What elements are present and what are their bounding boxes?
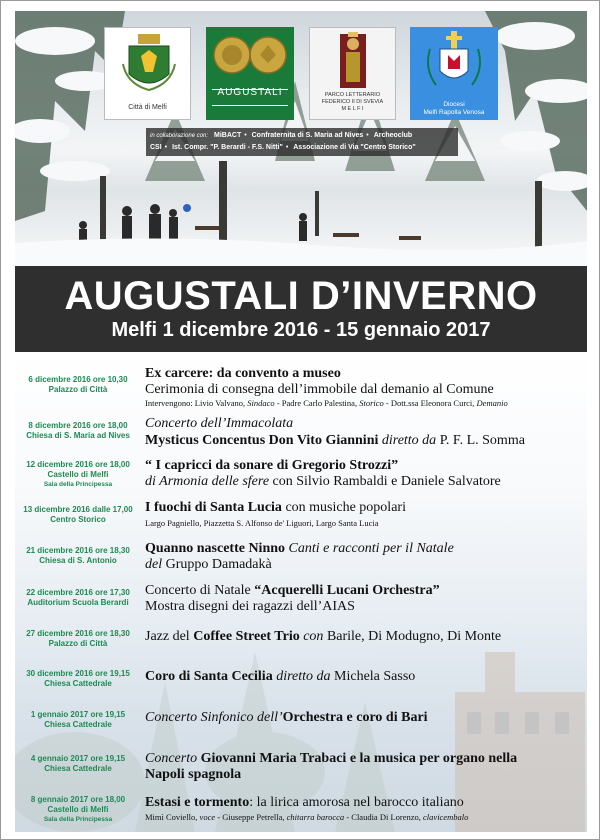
event-date: 30 dicembre 2016 ore 19,15 Chiesa Cattedrale <box>26 669 130 688</box>
event-date: 13 dicembre 2016 dalle 17,00 Centro Storico <box>23 505 133 524</box>
event-date: 27 dicembre 2016 ore 18,30 Palazzo di Città <box>26 629 130 648</box>
partner-confraternita: Confraternita di S. Maria ad Nives <box>251 132 364 139</box>
date-range-subtitle: Melfi 1 dicembre 2016 - 15 gennaio 2017 <box>111 319 491 341</box>
event-date: 21 dicembre 2016 ore 18,30 Chiesa di S. Antonio <box>26 546 130 565</box>
event-date: 8 dicembre 2016 ore 18,00 Chiesa di S. Maria ad Nives <box>26 421 130 440</box>
diocesi-label-2: Melfi Rapolla Venosa <box>423 109 485 116</box>
event-content: Concerto Sinfonico dell’Orchestra e coro di Bari <box>145 710 428 725</box>
event-content: Concerto Giovanni Maria Trabaci e la musica per organo nella Napoli spagnola <box>145 751 518 782</box>
event-content: Quanno nascette Ninno Canti e racconti per il Natale del Gruppo Damadakà <box>145 541 454 572</box>
page-title: AUGUSTALI D’INVERNO <box>64 274 538 318</box>
partner-archeoclub: Archeoclub <box>373 132 413 139</box>
event-content: Concerto di Natale “Acquerelli Lucani Orchestra” Mostra disegni dei ragazzi dell’AIAS <box>145 583 440 614</box>
melfi-label: Città di Melfi <box>128 104 167 111</box>
event-date: 12 dicembre 2016 ore 18,00 Castello di Melfi Sala della Principessa <box>26 460 130 488</box>
event-content: Estasi e tormento: la lirica amorosa nel barocco italiano Mimì Coviello, voce - Giuseppe Petrella, chitarra barocca - Claudia Di Lorenzo, clavicembalo <box>145 795 469 822</box>
event-date: 4 gennaio 2017 ore 19,15 Chiesa Cattedrale <box>30 754 126 773</box>
event-date: 6 dicembre 2016 ore 10,30 Palazzo di Città <box>28 375 128 394</box>
event-content: “ I capricci da sonare di Gregorio Strozzi” di Armonia delle sfere con Silvio Rambaldi e Daniele Salvatore <box>145 458 501 489</box>
diocesi-label-1: Diocesi <box>443 101 465 108</box>
parco-label-1: PARCO LETTERARIO <box>324 92 381 98</box>
partner-csi: CSI <box>150 144 162 151</box>
partners-intro: in collaborazione con: <box>150 133 209 139</box>
partner-associazione: Associazione di Via "Centro Storico" <box>293 144 416 151</box>
event-list <box>1 1 600 840</box>
event-date: 8 gennaio 2017 ore 18,00 Castello di Melfi Sala della Principessa <box>30 795 126 823</box>
event-date: 1 gennaio 2017 ore 19,15 Chiesa Cattedrale <box>30 710 126 729</box>
partner-mibact: MiBACT <box>214 132 242 139</box>
partner-istituto: Ist. Compr. "P. Berardi - F.S. Nitti" <box>172 144 283 151</box>
augustali-label: AUGUSTALI <box>217 87 283 98</box>
parco-label-2: FEDERICO II DI SVEVIA <box>321 99 384 105</box>
event-content: Jazz del Coffee Street Trio con Barile, Di Modugno, Di Monte <box>145 629 502 644</box>
parco-label-3: M E L F I <box>341 106 364 112</box>
event-content: I fuochi di Santa Lucia con musiche popolari Largo Pagniello, Piazzetta S. Alfonso de' Liguori, Largo Santa Lucia <box>145 500 406 528</box>
event-content: Concerto dell’Immacolata Mysticus Concentus Don Vito Giannini diretto da P. F. L. Somma <box>145 416 525 448</box>
partners-row-1: in collaborazione con: MiBACT • Confraternita di S. Maria ad Nives • Archeoclub <box>150 132 413 139</box>
event-content: Coro di Santa Cecilia diretto da Michela Sasso <box>145 669 416 684</box>
event-content: Ex carcere: da convento a museo Cerimonia di consegna dell’immobile dal demanio al Comune Intervengono: Livio Valvano, Sindaco - Padre Carlo Palestina, Storico - Dott.ssa Eleonora Curci, Demanio <box>145 366 508 408</box>
partners-row-2: CSI • Ist. Compr. "P. Berardi - F.S. Nitti" • Associazione di Via "Centro Storico" <box>150 144 416 151</box>
event-date: 22 dicembre 2016 ore 17,30 Auditorium Scuola Berardi <box>26 588 130 607</box>
